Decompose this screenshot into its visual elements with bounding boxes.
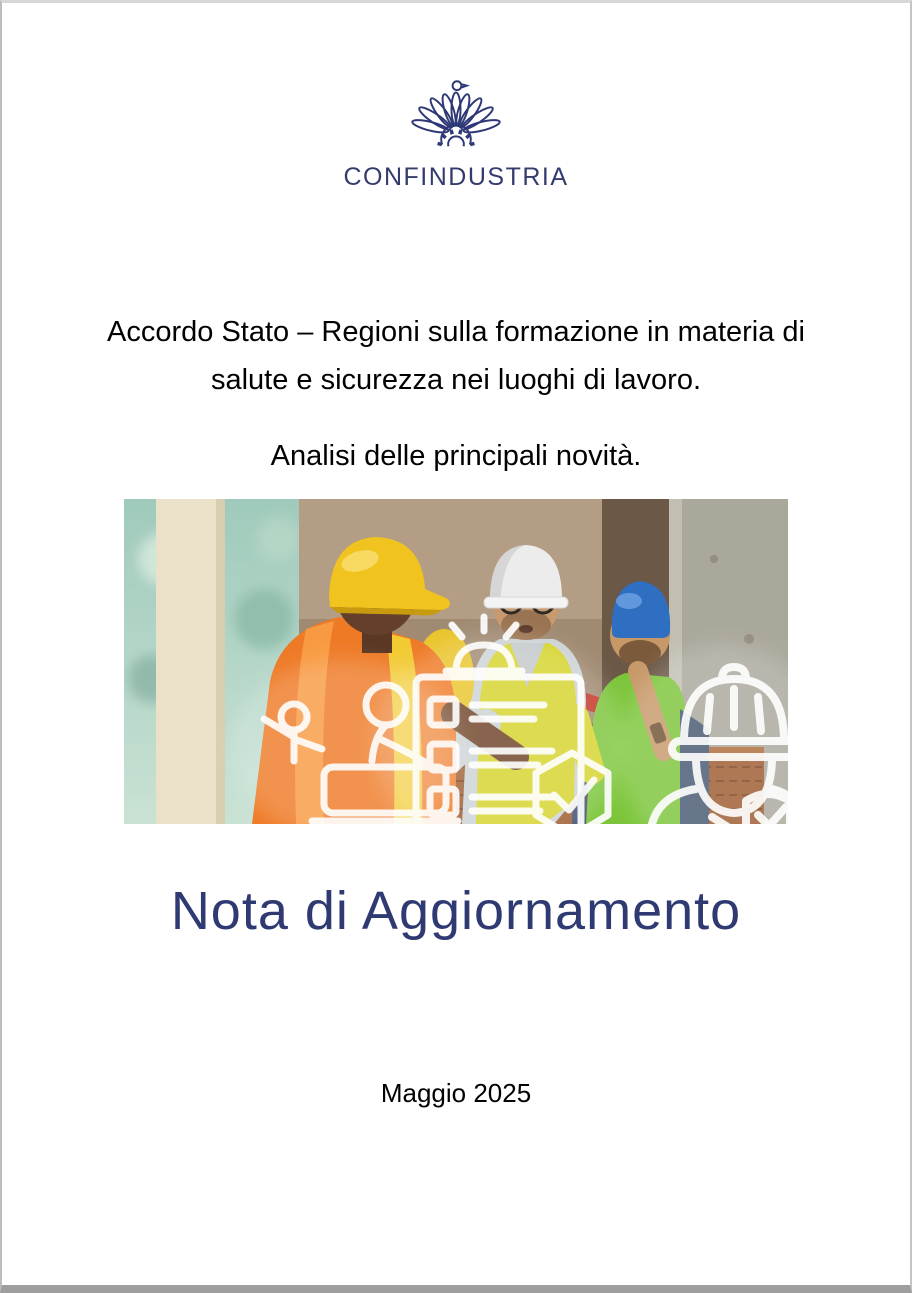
title-line-2: salute e sicurezza nei luoghi di lavoro. [210, 364, 702, 396]
main-heading: Nota di Aggiornamento [170, 881, 742, 941]
title-block [2, 308, 910, 473]
logo-wordmark: CONFINDUSTRIA [343, 163, 569, 191]
document-date: Maggio 2025 [380, 1078, 532, 1108]
confindustria-eagle-icon [407, 75, 505, 159]
document-subtitle: Analisi delle principali novità. [270, 440, 642, 472]
title-line-1: Accordo Stato – Regioni sulla formazione in materia di [107, 316, 805, 348]
document-title [2, 308, 910, 404]
hero-construction-photo [124, 499, 788, 824]
logo-block [2, 3, 910, 192]
